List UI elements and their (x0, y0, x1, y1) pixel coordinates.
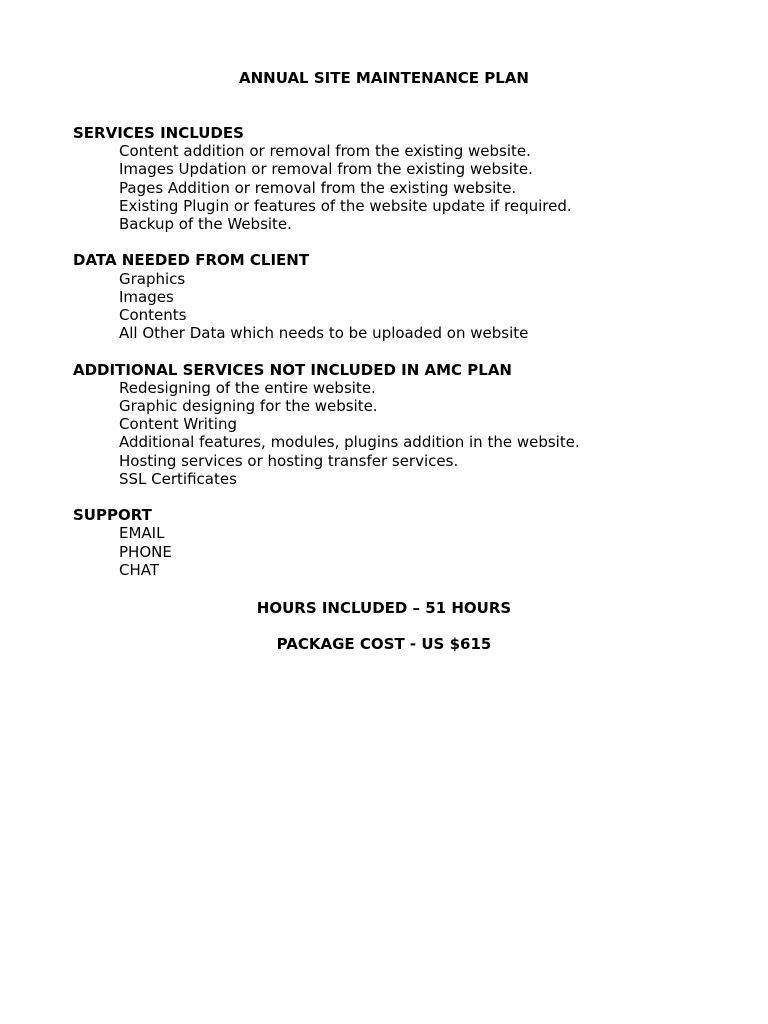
list-item: Hosting services or hosting transfer services. (119, 451, 459, 470)
list-item: SSL Certificates (119, 469, 237, 488)
support-list (73, 524, 733, 579)
section-data-needed (73, 251, 733, 342)
list-item: Content addition or removal from the existing website. (119, 142, 531, 161)
list-item: All Other Data which needs to be uploaded on website (119, 324, 529, 343)
hours-included: HOURS INCLUDED – 51 HOURS (256, 599, 512, 617)
list-item: Contents (119, 306, 187, 325)
section-additional-services (73, 361, 733, 488)
list-item: Graphic designing for the website. (119, 397, 378, 416)
list-item: CHAT (119, 560, 160, 579)
list-item: PHONE (119, 542, 172, 561)
list-item: Graphics (119, 269, 186, 288)
list-item: Backup of the Website. (119, 215, 292, 234)
document-body (73, 124, 733, 597)
list-item: Existing Plugin or features of the website update if required. (119, 196, 572, 215)
section-heading: ADDITIONAL SERVICES NOT INCLUDED IN AMC PLAN (73, 360, 512, 379)
list-item: Redesigning of the entire website. (119, 378, 376, 397)
list-item: Images Updation or removal from the existing website. (119, 160, 533, 179)
section-heading: SUPPORT (73, 506, 152, 525)
section-services-includes (73, 124, 733, 233)
section-support (73, 506, 733, 579)
section-heading: DATA NEEDED FROM CLIENT (73, 251, 310, 270)
data-needed-list (73, 270, 733, 343)
list-item: Additional features, modules, plugins addition in the website. (119, 433, 580, 452)
section-heading: SERVICES INCLUDES (73, 124, 244, 142)
list-item: Images (119, 287, 174, 306)
document-title: ANNUAL SITE MAINTENANCE PLAN (239, 69, 529, 87)
list-item: EMAIL (119, 524, 165, 543)
list-item: Content Writing (119, 415, 237, 434)
services-list (73, 142, 733, 233)
package-cost: PACKAGE COST - US $615 (276, 635, 492, 653)
additional-services-list (73, 379, 733, 488)
list-item: Pages Addition or removal from the existing website. (119, 178, 517, 197)
